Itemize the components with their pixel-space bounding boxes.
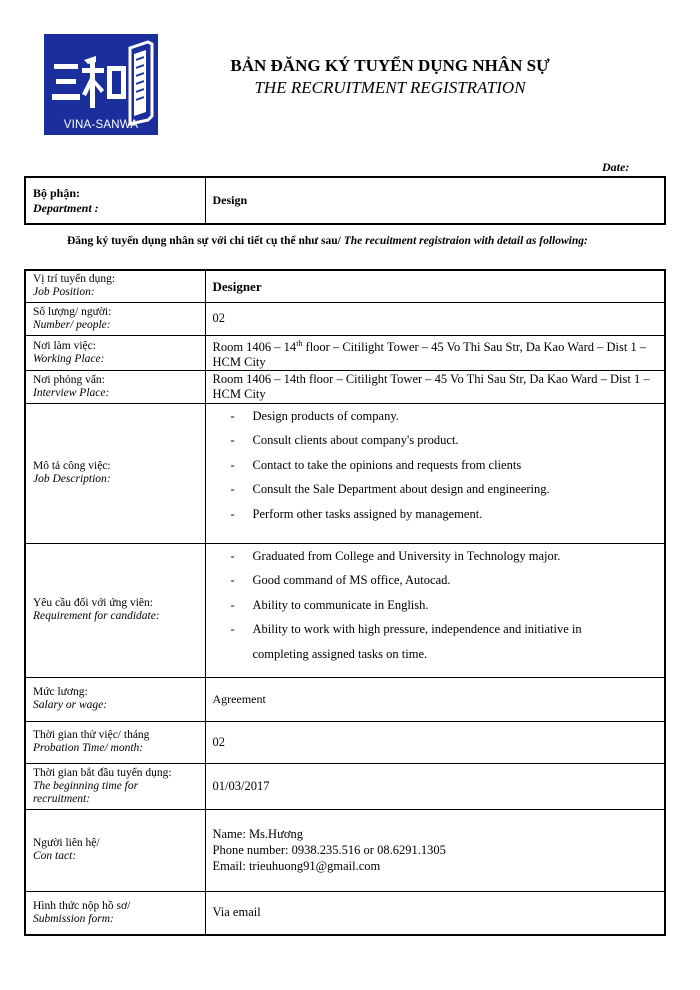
requirement-label-vn: Yêu cầu đối với ứng viên: [33,597,153,610]
position-label [25,270,205,302]
contact-value [205,809,665,891]
list-item-text: Contact to take the opinions and requests from clients [252,457,522,472]
working-place-label-vn: Nơi làm việc: [33,339,96,352]
table-row [25,677,665,721]
list-item: - Design products of company. [230,408,399,423]
list-item-text: Consult clients about company's product. [252,433,459,448]
department-label [25,177,205,224]
table-row [25,543,665,677]
requirement-value [205,543,665,677]
title-english: THE RECRUITMENT REGISTRATION [254,78,526,97]
contact-phone: Phone number: 0938.235.516 or 08.6291.1305 [212,843,446,858]
company-logo [44,34,158,135]
table-row [25,370,665,403]
probation-label [25,721,205,763]
probation-value: 02 [205,721,665,763]
salary-value: Agreement [205,677,665,721]
requirement-label [25,543,205,677]
list-item-text: Ability to communicate in English. [252,597,429,612]
position-value: Designer [205,270,665,302]
submission-label [25,891,205,935]
list-item: - Contact to take the opinions and requests from clients [230,457,522,472]
start-time-label [25,763,205,809]
working-place-label [25,335,205,370]
interview-place-label-vn: Nơi phỏng vấn: [33,373,105,386]
list-item: - Consult clients about company's product. [230,433,459,448]
interview-place-label [25,370,205,403]
date-label: Date: [602,160,630,174]
contact-label-vn: Người liên hệ/ [33,837,100,850]
requirement-list [213,544,658,667]
list-item: - Ability to communicate in English. [230,597,429,612]
working-place-label-en: Working Place: [33,352,105,365]
start-time-label-en: The beginning time for recruitment: [33,779,139,805]
job-description-label [25,403,205,543]
working-place-sup: th [296,338,303,348]
number-label-en: Number/ people: [33,318,111,331]
number-value: 02 [205,302,665,335]
start-time-label-vn: Thời gian bắt đầu tuyển dụng: [33,766,172,779]
recruitment-details-table [24,269,666,936]
table-row [25,335,665,370]
table-row [25,403,665,543]
salary-label-en: Salary or wage: [33,699,108,712]
list-item: - Graduated from College and University in Technology major. [230,548,561,563]
table-row [25,763,665,809]
table-row [25,302,665,335]
list-item: - Consult the Sale Department about design and engineering. [230,482,550,497]
list-item-continuation: completing assigned tasks on time. [252,646,428,661]
title-vietnamese: BẢN ĐĂNG KÝ TUYỂN DỤNG NHÂN SỰ [230,56,550,75]
start-time-value: 01/03/2017 [205,763,665,809]
list-item-text: Perform other tasks assigned by management. [252,506,483,521]
list-item: - Ability to work with high pressure, independence and initiative in [230,622,582,637]
number-label [25,302,205,335]
list-item: - Good command of MS office, Autocad. [230,573,451,588]
department-table [24,176,666,225]
list-item: - Perform other tasks assigned by management. [230,506,483,521]
contact-email: Email: trieuhuong91@gmail.com [212,859,381,874]
list-item-text: Consult the Sale Department about design and engineering. [252,482,550,497]
table-row [25,809,665,891]
working-place-text-a: Room 1406 – 14 [212,339,297,354]
table-row [25,270,665,302]
job-description-label-vn: Mô tả công việc: [33,460,111,473]
working-place-text-b: floor – Citilight Tower – 45 Vo Thi Sau Str, Da Kao Ward – Dist 1 – HCM City [212,339,647,369]
logo-text: VINA-SANWA [63,119,139,131]
contact-label [25,809,205,891]
position-label-vn: Vị trí tuyển dụng: [33,273,116,286]
probation-label-en: Probation Time/ month: [33,742,144,755]
number-label-vn: Số lượng/ người: [33,305,112,318]
intro-vn: Đăng ký tuyển dụng nhân sự với chi tiết cụ thể như sau/ [67,235,344,247]
department-label-en: Department : [33,200,99,215]
contact-name: Name: Ms.Hương [212,827,303,842]
submission-label-en: Submission form: [33,912,114,925]
interview-place-value: Room 1406 – 14th floor – Citilight Tower – 45 Vo Thi Sau Str, Da Kao Ward – Dist 1 – HCM City [205,370,665,403]
job-description-list [213,404,658,527]
working-place-value [205,335,665,370]
job-description-label-en: Job Description: [33,473,111,486]
list-item-text: Ability to work with high pressure, independence and initiative in [252,622,582,637]
department-label-vn: Bộ phận: [33,185,81,200]
intro-en: The recuitment registraion with detail as following: [343,235,588,247]
salary-label [25,677,205,721]
job-description-value [205,403,665,543]
list-item-text: Good command of MS office, Autocad. [252,573,451,588]
submission-value: Via email [205,891,665,935]
probation-label-vn: Thời gian thử việc/ tháng [33,729,150,742]
intro-text [67,234,642,248]
position-label-en: Job Position: [33,286,95,299]
salary-label-vn: Mức lương: [33,686,88,699]
list-item-text: Design products of company. [252,408,399,423]
submission-label-vn: Hình thức nộp hồ sơ/ [33,899,131,912]
interview-place-label-en: Interview Place: [33,386,110,399]
requirement-label-en: Requirement for candidate: [33,610,160,623]
table-row [25,891,665,935]
department-value: Design [205,177,665,224]
list-item-text: Graduated from College and University in Technology major. [252,548,561,563]
table-row [25,721,665,763]
contact-label-en: Con tact: [33,850,77,863]
